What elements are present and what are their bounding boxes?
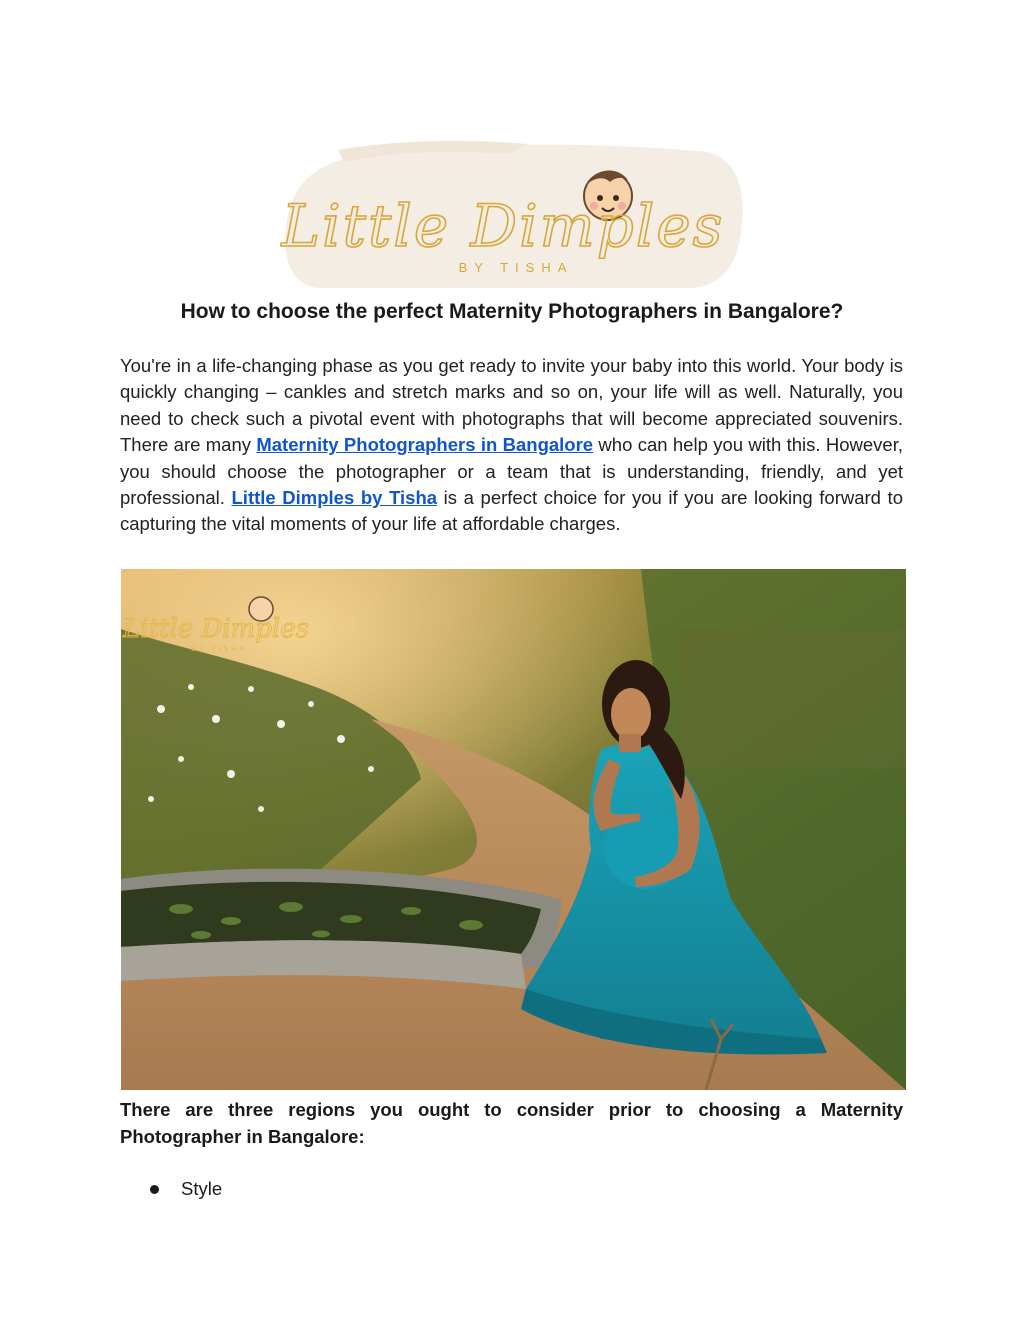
photo-watermark-text: Little Dimples bbox=[123, 614, 309, 644]
photo-face bbox=[611, 688, 651, 740]
intro-text-1: You're in a life-changing phase as you get ready to invite your baby into this world. Your body is quickly changing – cankles and stretch marks and so on, your life will as well. Naturally, you need to check such a pivotal event with photographs that will become appreciated souvenirs. There are many bbox=[120, 355, 903, 456]
maternity-photo bbox=[121, 569, 906, 1090]
intro-text-3: is a perfect choice for you if you are looking forward to capturing the vital moments of your life at affordable charges. bbox=[120, 487, 903, 535]
regions-list bbox=[150, 1176, 222, 1202]
section-subheading: There are three regions you ought to consider prior to choosing a Maternity Photographer in Bangalore: bbox=[120, 1099, 903, 1147]
photo-watermark-byline: BY TISHA bbox=[191, 646, 247, 653]
photo-illustration bbox=[121, 569, 906, 1090]
logo-byline: BY TISHA bbox=[458, 260, 574, 275]
list-item bbox=[150, 1176, 222, 1202]
bullet-icon bbox=[150, 1185, 159, 1194]
intro-text-2: who can help you with this. However, you should choose the photographer or a team that is understanding, friendly, and yet professional. bbox=[120, 434, 904, 509]
intro-paragraph bbox=[120, 353, 903, 538]
logo-graphic bbox=[278, 138, 748, 290]
logo-script-text: Little Dimples bbox=[281, 192, 725, 260]
brand-logo bbox=[278, 138, 748, 290]
maternity-photographers-link[interactable]: Maternity Photographers in Bangalore bbox=[256, 434, 594, 456]
list-item-label: Style bbox=[181, 1178, 223, 1199]
little-dimples-link[interactable]: Little Dimples by Tisha bbox=[231, 487, 438, 509]
photo-pond bbox=[121, 869, 561, 989]
article-title: How to choose the perfect Maternity Photographers in Bangalore? bbox=[180, 300, 844, 323]
